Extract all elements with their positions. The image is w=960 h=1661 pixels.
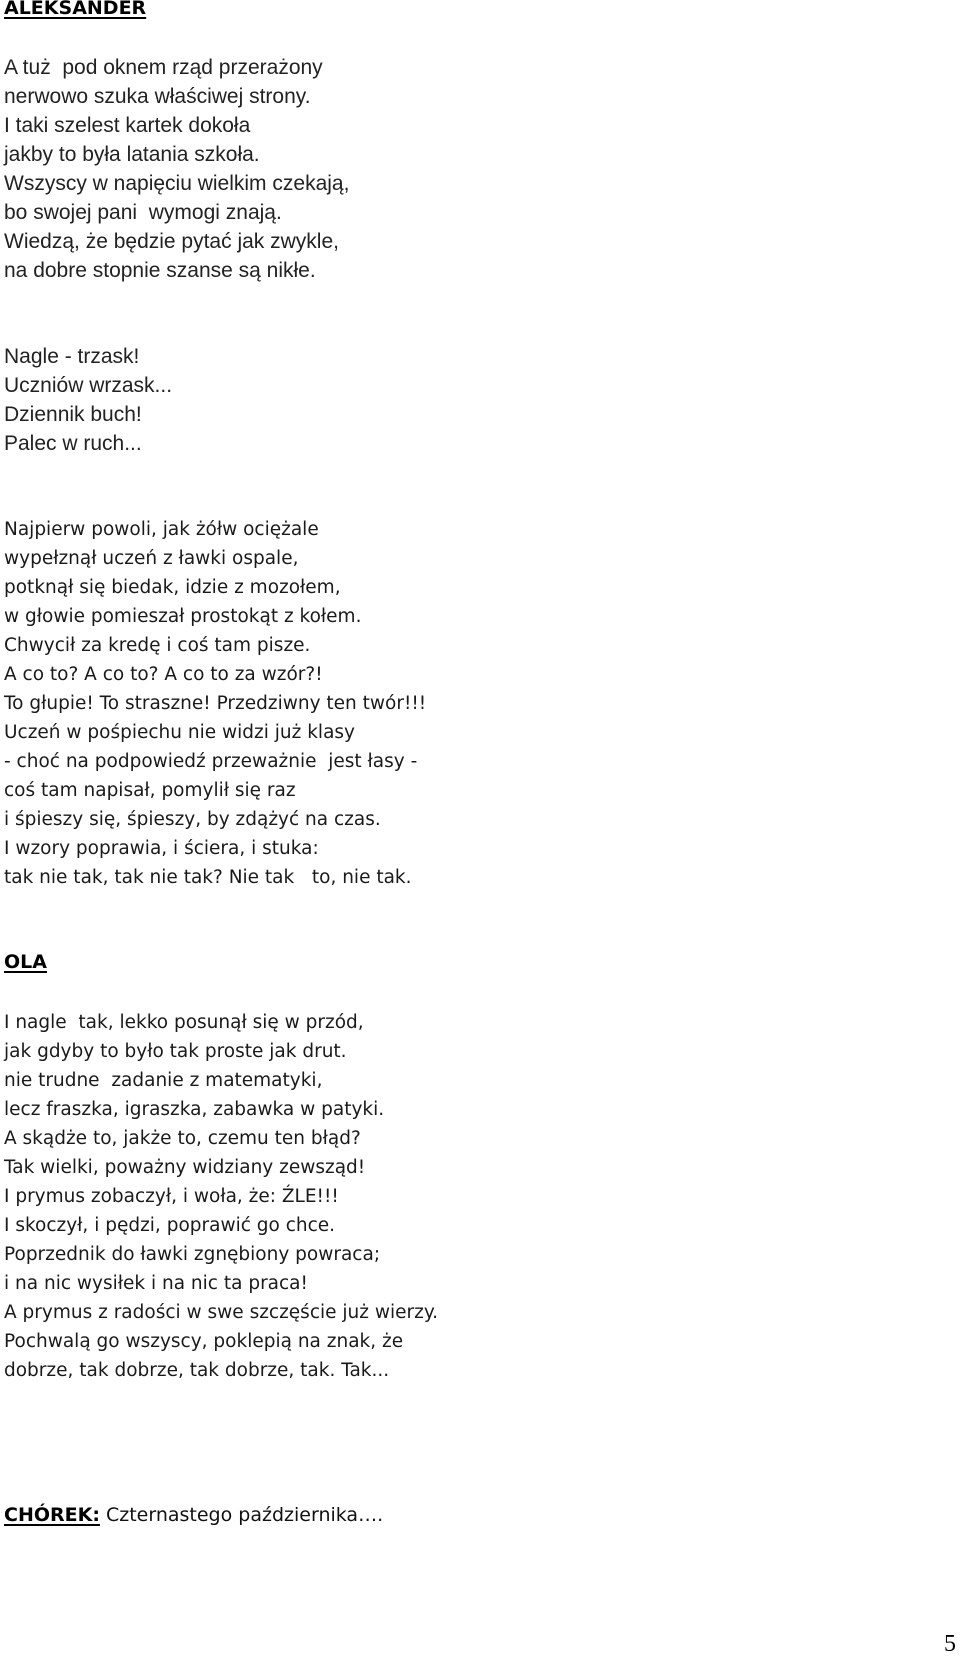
stanza-3-line: tak nie tak, tak nie tak? Nie tak to, nie tak. [4,867,412,888]
stanza-3-line: Chwycił za kredę i coś tam pisze. [4,635,311,656]
stanza-3-line: i śpieszy się, śpieszy, by zdążyć na czas. [4,809,381,830]
stanza-3-line: potknął się biedak, idzie z mozołem, [4,577,341,598]
stanza-4-line: I skoczył, i pędzi, poprawić go chce. [4,1215,336,1236]
heading-ola: OLA [4,951,47,973]
stanza-4-line: i na nic wysiłek i na nic ta praca! [4,1273,308,1294]
stanza-1 [4,53,940,285]
stanza-1-line: Wiedzą, że będzie pytać jak zwykle, [4,230,339,253]
stanza-1-line: nerwowo szuka właściwej strony. [4,85,311,108]
stanza-4 [4,1008,940,1385]
stanza-3-line: To głupie! To straszne! Przedziwny ten twór!!! [4,693,427,714]
chorus-label: CHÓREK: [4,1504,100,1526]
stanza-1-line: A tuż pod oknem rząd przerażony [4,56,323,79]
chorus-text: Czternastego października…. [99,1504,384,1526]
stanza-1-line: bo swojej pani wymogi znają. [4,201,282,224]
stanza-4-line: A prymus z radości w swe szczęście już wierzy. [4,1302,439,1323]
stanza-2-line: Palec w ruch... [4,432,142,455]
stanza-2-line: Nagle - trzask! [4,345,140,368]
stanza-4-line: lecz fraszka, igraszka, zabawka w patyki. [4,1099,385,1120]
stanza-3 [4,515,940,892]
stanza-4-line: nie trudne zadanie z matematyki, [4,1070,323,1091]
stanza-4-line: Tak wielki, poważny widziany zewsząd! [4,1157,366,1178]
heading-aleksander: ALEKSANDER [4,0,147,19]
stanza-3-line: wypełznął uczeń z ławki ospale, [4,548,299,569]
stanza-4-line: A skądże to, jakże to, czemu ten błąd? [4,1128,361,1149]
stanza-4-line: I prymus zobaczył, i woła, że: ŹLE!!! [4,1186,339,1207]
stanza-1-line: na dobre stopnie szanse są nikłe. [4,259,316,282]
stanza-4-line: jak gdyby to było tak proste jak drut. [4,1041,347,1062]
stanza-3-line: Uczeń w pośpiechu nie widzi już klasy [4,722,355,743]
stanza-1-line: I taki szelest kartek dokoła [4,114,251,137]
stanza-3-line: A co to? A co to? A co to za wzór?! [4,664,323,685]
stanza-3-line: coś tam napisał, pomylił się raz [4,780,296,801]
stanza-2-line: Uczniów wrzask... [4,374,173,397]
stanza-3-line: I wzory poprawia, i ściera, i stuka: [4,838,319,859]
stanza-3-line: - choć na podpowiedź przeważnie jest łasy - [4,751,418,772]
stanza-3-line: Najpierw powoli, jak żółw ociężale [4,519,319,540]
stanza-4-line: Pochwalą go wszyscy, poklepią na znak, że [4,1331,404,1352]
chorus-line [4,1503,940,1527]
stanza-4-line: dobrze, tak dobrze, tak dobrze, tak. Tak... [4,1360,390,1381]
stanza-1-line: jakby to była latania szkoła. [4,143,260,166]
stanza-1-line: Wszyscy w napięciu wielkim czekają, [4,172,350,195]
stanza-4-line: Poprzednik do ławki zgnębiony powraca; [4,1244,381,1265]
stanza-2-line: Dziennik buch! [4,403,142,426]
stanza-4-line: I nagle tak, lekko posunął się w przód, [4,1012,364,1033]
stanza-2 [4,342,940,458]
page-number: 5 [944,1631,956,1657]
stanza-3-line: w głowie pomieszał prostokąt z kołem. [4,606,362,627]
